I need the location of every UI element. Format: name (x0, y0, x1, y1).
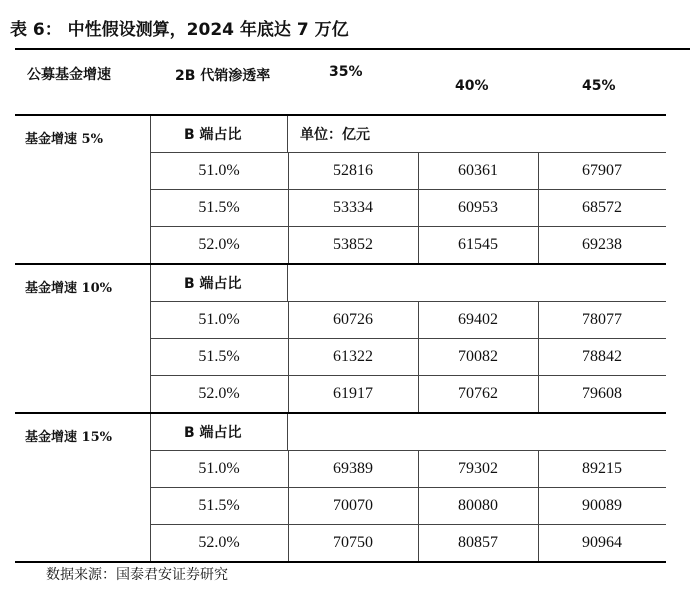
sub-header-row (150, 414, 666, 451)
share-cell: 52.0% (150, 525, 289, 561)
group-label-cell (15, 414, 151, 561)
unit-label: 单位：亿元 (300, 127, 370, 143)
table-row (150, 302, 666, 339)
group-label: 基金增速 10% (25, 281, 112, 296)
value-cell: 61322 (288, 339, 419, 375)
table-row (150, 451, 666, 488)
share-cell: 51.0% (150, 451, 289, 487)
value-cell: 69402 (418, 302, 539, 338)
value-cell: 79302 (418, 451, 539, 487)
table-header (15, 50, 666, 116)
sub-header-row (150, 265, 666, 302)
share-cell: 51.5% (150, 339, 289, 375)
group-label-cell (15, 265, 151, 412)
value-cell: 80857 (418, 525, 539, 561)
b-share-label: B 端占比 (150, 414, 288, 450)
group-label: 基金增速 15% (25, 430, 112, 445)
data-table (15, 50, 666, 563)
value-cell: 90964 (582, 534, 622, 551)
group-growth-5 (15, 116, 666, 265)
table-row (150, 376, 666, 412)
table-row (150, 153, 666, 190)
sub-header-row (150, 116, 666, 153)
value-cell: 61545 (418, 227, 539, 263)
group-label-cell (15, 116, 151, 263)
share-cell: 52.0% (150, 227, 289, 263)
value-cell: 80080 (418, 488, 539, 524)
table-row (150, 339, 666, 376)
value-cell: 79608 (582, 385, 622, 402)
table-title: 表 6： 中性假设测算，2024 年底达 7 万亿 (10, 19, 349, 40)
value-cell: 70750 (288, 525, 419, 561)
value-cell: 70082 (418, 339, 539, 375)
value-cell: 89215 (582, 460, 622, 477)
b-share-label: B 端占比 (150, 116, 288, 152)
b-share-label: B 端占比 (150, 265, 288, 301)
table-row (150, 190, 666, 227)
value-cell: 60953 (418, 190, 539, 226)
value-cell: 53334 (288, 190, 419, 226)
share-cell: 52.0% (150, 376, 289, 412)
rate-header: 2B 代销渗透率 (175, 68, 271, 84)
penetration-45-header: 45% (582, 78, 616, 94)
growth-header: 公募基金增速 (27, 67, 111, 83)
share-cell: 51.0% (150, 153, 289, 189)
value-cell: 68572 (582, 199, 622, 216)
penetration-40-header: 40% (455, 78, 489, 94)
group-label: 基金增速 5% (25, 132, 103, 147)
value-cell: 69389 (288, 451, 419, 487)
value-cell: 60726 (288, 302, 419, 338)
value-cell: 90089 (582, 497, 622, 514)
value-cell: 70762 (418, 376, 539, 412)
source-note: 数据来源：国泰君安证券研究 (46, 567, 228, 583)
table-row (150, 525, 666, 561)
share-cell: 51.5% (150, 190, 289, 226)
table-row (150, 488, 666, 525)
value-cell: 78077 (582, 311, 622, 328)
value-cell: 69238 (582, 236, 622, 253)
value-cell: 70070 (288, 488, 419, 524)
value-cell: 60361 (418, 153, 539, 189)
share-cell: 51.0% (150, 302, 289, 338)
value-cell: 67907 (582, 162, 622, 179)
value-cell: 53852 (288, 227, 419, 263)
group-growth-10 (15, 265, 666, 414)
value-cell: 78842 (582, 348, 622, 365)
table-row (150, 227, 666, 263)
group-growth-15 (15, 414, 666, 563)
value-cell: 52816 (288, 153, 419, 189)
penetration-35-header: 35% (329, 64, 363, 80)
value-cell: 61917 (288, 376, 419, 412)
share-cell: 51.5% (150, 488, 289, 524)
